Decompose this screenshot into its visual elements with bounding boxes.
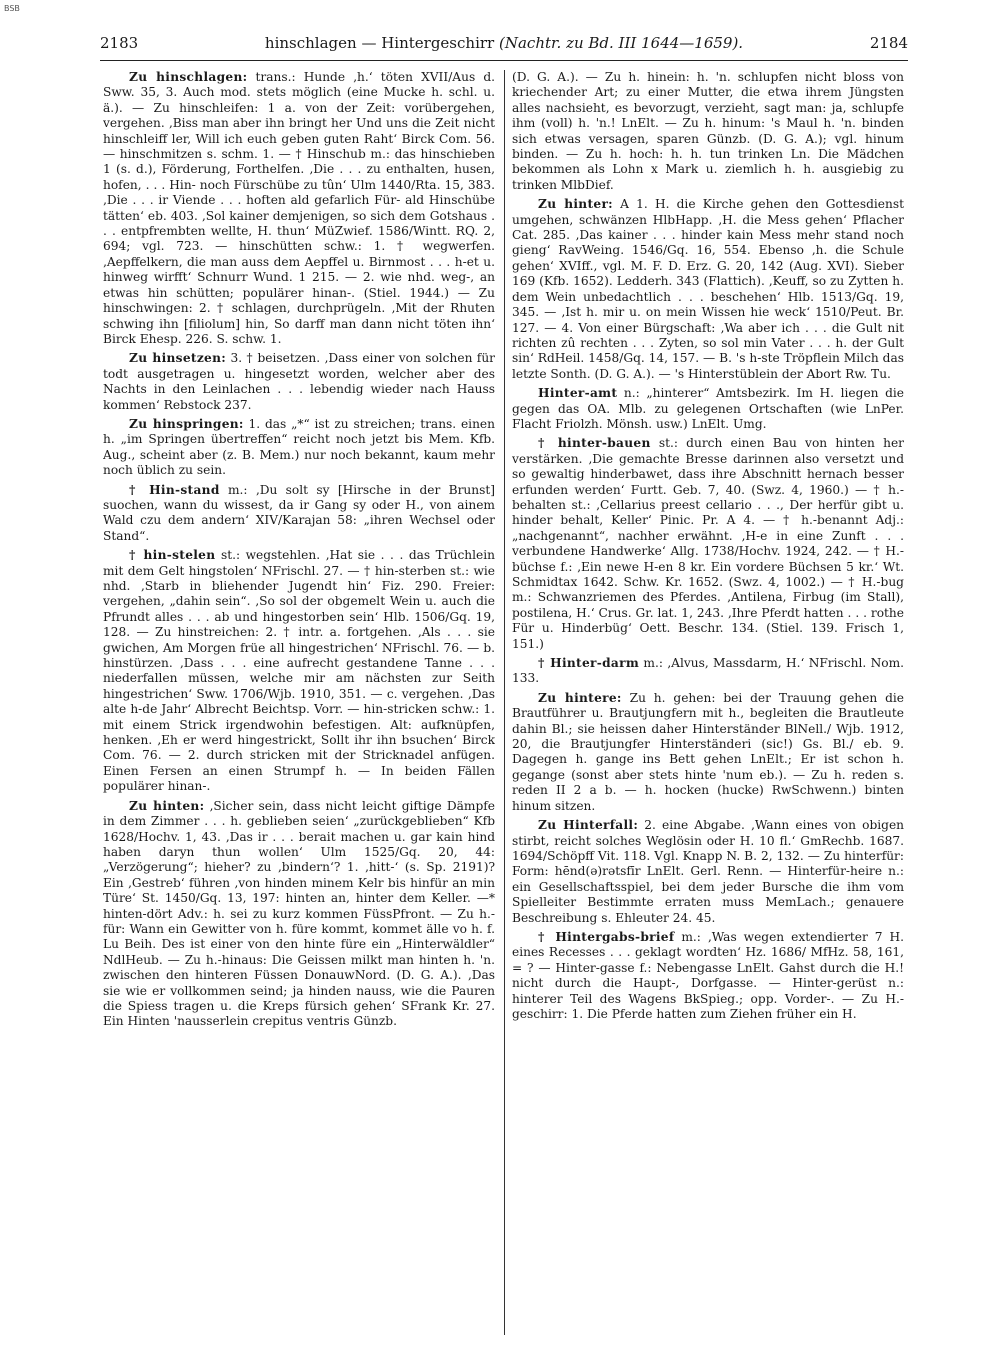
entry-text: A 1. H. die Kirche gehen den Gottesdienst umgehen, schwänzen HlbHapp. ‚H. die Mess gehen‘ Pflacher Cat. 285. ‚Das kainer . . . hinder kain Mess mehr stand noch gieng‘ RavWeing. 1546/Gq. 16, 554. Ebenso ‚h. die Schule gehen‘ XVIff., vgl. M. F. D. Erz. G. 20, 142 (Aug. XVI). Sieber 169 (Kfb. 1652). Ledderh. 343 (Flattich). ‚Keuff, so zu Zytten h. dem Wein unbedachtlich . . . beschehen‘ Hlb. 1513/Gq. 19, 345. — ‚Ist h. mir u. on mein Wissen hie weck‘ 1510/Peut. Br. 127. — 4. Von einer Bürgschaft: ‚Wa aber ich . . . die Gult nit richten zû rechten . . . Zyten, so sol min Vater . . . h. der Gult sin‘ RdHeil. 1458/Gq. 14, 157. — B. 's h-ste Tröpflein Milch das letzte Sonth. (D. G. A.). — 's Hinterstüblein der Abort Rw. Tu. (512, 197, 904, 381)
dictionary-entry (103, 417, 495, 479)
dictionary-entry (512, 818, 904, 926)
entry-lemma: Zu hinspringen: (129, 416, 244, 431)
column-divider (504, 70, 505, 1335)
entry-lemma: Zu Hinterfall: (538, 818, 639, 833)
entry-lemma: † Hin-stand (129, 482, 220, 497)
entry-lemma: Zu hinter: (538, 197, 613, 212)
entry-text: 2. eine Abgabe. ‚Wann eines von obigen stirbt, reicht solches Weglösin oder H. 10 fl.‘ GmRechb. 1687. 1694/Schöpff Vit. 118. Vgl. Knapp N. B. 2, 132. — Zu hinterfür: Form: hēnd(ə)rətsfīr LnElt. Gerl. Renn. — Hinterfür-heire n.: ein Gesellschaftsspiel, bei dem jeder Bursche die ihm vom Spielleiter Bestimmte erraten muss MemLach.; genauere Beschreibung s. Ehleuter 24. 45. (512, 818, 904, 925)
entry-lemma: † Hintergabs-brief (538, 929, 675, 944)
page-number-left: 2183 (100, 34, 139, 52)
entry-text: m.: ‚Alvus, Massdarm, H.‘ NFrischl. Nom. 133. (512, 656, 904, 686)
entry-lemma: Hinter-amt (538, 386, 618, 401)
dictionary-entry (512, 656, 904, 687)
dictionary-entry (512, 70, 904, 193)
entry-lemma: † Hinter-darm (538, 656, 640, 671)
entry-text: trans.: Hunde ‚h.‘ töten XVII/Aus d. Sww. 35, 3. Auch mod. stets möglich (eine Mucke h. schl. u. ä.). — Zu hinschleifen: 1 a. von der Zeit: vorübergehen, vergehen. ‚Biss man aber ihn bringt her Und uns die Zeit nicht hinschleiff ler, Will ich euch geben guten Raht‘ Birck Com. 56. — hinschmitzen s. schm. 1. — † Hinschub m.: das hinschieben 1 (s. d.), Förderung, Forthelfen. ‚Die . . . zu enthalten, husen, hofen, . . . Hin- noch Fürschübe zu tûn‘ Ulm 1440/Rta. 15, 383. ‚Die . . . ir Viende . . . hoften ald gefarlich Für- ald Hinschübe tätten‘ eb. 403. ‚Sol kainer demjenigen, so sich dem Gotshaus . . . entpfrembten wellte, H. thun‘ MüZwief. 1586/Wintt. RQ. 2, 694; vgl. 723. — hinschütten schw.: 1. † wegwerfen. ‚Aepffelkern, die man auss dem Aepffel u. Birnmost . . . h-et u. hinweg wirfft‘ Schnurr Wund. 1 215. — 2. wie nhd. weg-, an etwas hin schütten; populärer hinan-. (Stiel. 1944.) — Zu hinschwingen: 2. † schlagen, durchprügeln. ‚Mit der Rhuten schwing ihn [filiolum] hin, So darff man dann nicht töten ihn‘ Birck Ehesp. 226. S. schw. 1. (103, 70, 495, 346)
dictionary-entry (512, 930, 904, 1022)
dictionary-entry (512, 691, 904, 814)
running-header (100, 34, 908, 56)
dictionary-entry (512, 386, 904, 432)
dictionary-entry (103, 70, 495, 347)
dictionary-entry (103, 351, 495, 413)
header-rule (100, 60, 908, 61)
entry-lemma: Zu hinsetzen: (129, 351, 227, 366)
entry-text: m.: ‚Was wegen extendierter 7 H. eines Recesses . . . geklagt wordten‘ Hz. 1686/ MfHz. 58, 161, = ? — Hinter-gasse f.: Nebengasse LnElt. Gahst durch die H.! nicht durch die Haupt-, Dorfgasse. — Hinter-gerüst n.: hinterer Teil des Wagens BkSpieg.; opp. Vorder-. — Zu H.-geschirr: 1. Die Pferde hatten zum Ziehen früher ein H. (512, 929, 904, 1021)
dictionary-entry (103, 799, 495, 1030)
entry-text: n.: „hinterer“ Amtsbezirk. Im H. liegen die gegen das OA. Mlb. zu gelegenen Ortschaften (wie LnPer. Flacht Friolzh. Mönsh. usw.) LnElt. Umg. (512, 386, 904, 431)
entry-text: Zu h. gehen: bei der Trauung gehen die Brautführer u. Brautjungfern mit h., begleiten die Brautleute dahin Bl.; sie heissen daher Hinterständer BlNell./ Wjb. 1912, 20, die Brautjungfer Hinterständeri (sic!) Gs. Bl./ eb. 9. Dagegen h. gange ins Bett gehen LnElt.; Er ist schon h. gegange (sonst aber stets hinte 'num eb.). — Zu h. reden s. reden II 2 a b. — h. hocken (hucke) RwSchwenn.) binten hinum sitzen. (512, 690, 904, 813)
dictionary-entry (512, 197, 904, 382)
header-title-sub: (Nachtr. zu Bd. III 1644—1659). (499, 34, 744, 52)
library-watermark: BSB (4, 4, 20, 13)
entry-text: 1. das „*“ ist zu streichen; trans. einen h. „im Springen übertreffen“ reicht noch jetzt bis Mem. Kfb. Aug., scheint aber (z. B. Mem.) nur noch bekannt, kaum mehr noch üblich zu sein. (103, 416, 495, 478)
dictionary-entry (103, 483, 495, 545)
entry-lemma: † hinter-bauen (538, 436, 651, 451)
entry-text: ‚Sicher sein, dass nicht leicht giftige Dämpfe in dem Zimmer . . . h. geblieben seien‘ „zurückgeblieben“ Kfb 1628/Hochv. 1, 43. ‚Das ir . . . berait machen u. gar kain hind haben daryn thun wollen‘ Ulm 1525/Gq. 20, 44: „Verzögerung“; hieher? zu ‚bindern‘? 1. ‚hitt-‘ (s. Sp. 2191)? Ein ‚Gestreb‘ führen ‚von hinden minem Kelr bis hinfür an min Türe‘ St. 1450/Gq. 13, 197: hinten an, hinter dem Keller. —* hinten-dört Adv.: h. sei zu kurz kommen FüssPfront. — Zu h.-für: Wann ein Gewitter von h. füre kommt, kommet älle vo h. f. Lu Beih. Des ist einer von den hinte füre ein „Hinterwäldler“ NdlHeub. — Zu h.-hinaus: Die Geissen milkt man hinten h. 'n. zwischen den hinteren Füssen DonauwNord. (D. G. A.). ‚Das sie wie er vollkommen seind; ja hinden nauss, wie die Pauren die Spiess tragen u. die Kreps fürsich gehen‘ SFrank Kr. 27. Ein Hinten 'nausserlein crepitus ventris Günzb. (103, 798, 495, 1029)
entry-lemma: Zu hintere: (538, 690, 622, 705)
left-column (103, 70, 495, 1335)
header-title (100, 34, 908, 52)
entry-text: st.: wegstehlen. ‚Hat sie . . . das Trüchlein mit dem Gelt hingstolen‘ NFrischl. 27. — † hin-sterben st.: wie nhd. ‚Starb in bliehender Jugendt hin‘ Fiz. 290. Freier: vergehen, „dahin sein“. ‚So sol der obgemelt Wein u. auch die Pfrundt alles . . . ab und hingestorben sein‘ Hlb. 1506/Gq. 19, 128. — Zu hinstreichen: 2. † intr. a. fortgehen. ‚Als . . . sie gwichen, Am Morgen früe all hingestrichen‘ NFrischl. 76. — b. hinstürzen. ‚Dass . . . eine aufrecht gestandene Tanne . . . niederfallen müssen, welche mir am nächsten zur Seith hingestrichen‘ Sww. 1706/Wjb. 1910, 351. — c. vergehen. ‚Das alte h-de Jahr‘ Albrecht Beichtsp. Vorr. — hin-stricken schw.: 1. mit einem Strick irgendwohin befestigen. Alt: aufknüpfen, henken. ‚Eh er werd hingestrickt, Sollt ihr ihn bsuchen‘ Birck Com. 76. — 2. durch stricken mit der Stricknadel anfügen. Einen Fersen an einen Strumpf h. — In beiden Fällen populärer hinan-. (103, 548, 495, 794)
entry-text: (D. G. A.). — Zu h. hinein: h. 'n. schlupfen nicht bloss von kriechender Art; zu einer Mutter, die etwa ihrem Jüngsten alles nachsieht, es bevorzugt, verzieht, sagt man: ja, schlupfe ihm (voll) h. 'n.! LnElt. — Zu h. hinum: 's Maul h. 'n. binden sich etwas versagen, sparen Günzb. (D. G. A.); vgl. hinum binden. — Zu h. hoch: h. h. tun trinken Ln. Die Mädchen bekommen als Lohn x Mark u. ziemlich h. h. ausgiebig zu trinken MlbDief. (512, 70, 904, 192)
dictionary-entry (512, 436, 904, 652)
right-column (512, 70, 904, 1335)
entry-text: m.: ‚Du solt sy [Hirsche in der Brunst] suochen, wann du wissest, da ir Gang sy oder H., von ainem Wald czu dem andern‘ XIV/Karajan 58: „ihren Wechsel oder Stand“. (103, 482, 495, 543)
entry-text: 3. † beisetzen. ‚Dass einer von solchen für todt ausgetragen u. hingesetzt worden, welcher aber des Nachts in den Leinlachen . . . lebendig wieder nach Hauss kommen‘ Rebstock 237. (103, 351, 495, 412)
entry-lemma: † hin-stelen (129, 548, 216, 563)
page-number-right: 2184 (869, 34, 908, 52)
entry-lemma: Zu hinschlagen: (129, 70, 248, 84)
entry-lemma: Zu hinten: (129, 798, 205, 813)
entry-text: st.: durch einen Bau von hinten her verstärken. ‚Die gemachte Bresse darinnen also versetzt und so gewaltig hinderbawet, dass ihre Abschnitt hernach besser erfunden werden‘ Furtt. Geb. 7, 40. (Swz. 4, 1960.) — † h.-behalten st.: ‚Cellarius preest cellario . . ., Der herfür gibt u. hinder behalt, Keller‘ Pinic. Pr. A 4. — † h.-benannt Adj.: „nachgenannt“, nachher erwähnt. ‚H-e in eine Zunft . . . verbundene Handwerke‘ Allg. 1738/Hochv. 1924, 242. — † H.-büchse f.: ‚Ein newe H-en 8 kr. Ein vordere Büchsen 5 kr.‘ Wt. Schmidtax 1642. Schw. Kr. 1652. (Swz. 4, 1002.) — † H.-bug m.: Schwanzriemen des Pferdes. ‚Antilena, Firbug (im Stall), postilena, H.‘ Crus. Gr. lat. 1, 243. ‚Ihre Pferdt hatten . . . rothe Für u. Hinderbüg‘ Oett. Beschr. 134. (Stiel. 139. Frisch 1, 151.) (512, 436, 904, 651)
header-title-main: hinschlagen — Hintergeschirr (264, 34, 495, 52)
dictionary-entry (103, 548, 495, 795)
